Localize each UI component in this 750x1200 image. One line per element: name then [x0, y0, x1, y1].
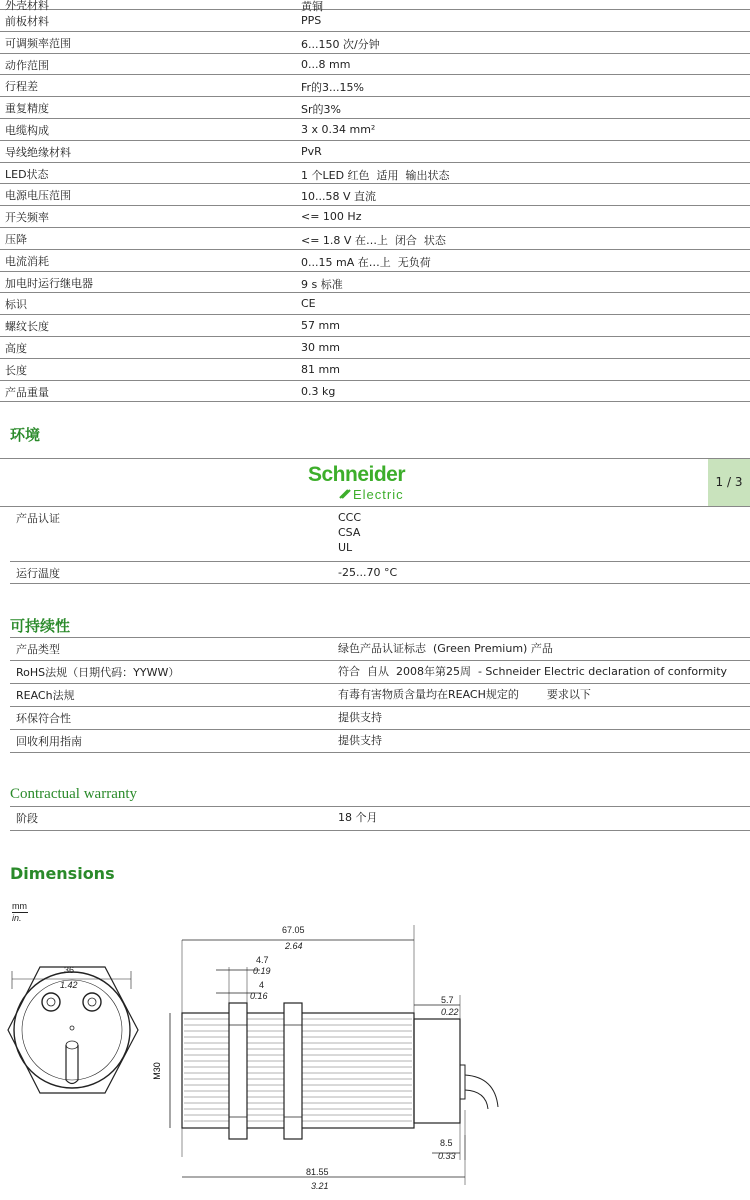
sustain-key: 环保符合性 [16, 712, 71, 725]
spec-key: 电缆构成 [5, 124, 49, 137]
spec-key: 导线绝缘材料 [5, 145, 71, 159]
spec-key: 产品重量 [5, 385, 49, 399]
spec-row [0, 75, 750, 97]
spec-key: 可调频率范围 [5, 36, 71, 50]
env-row [10, 507, 750, 562]
sustain-value: 绿色产品认证标志 (Green Premium) 产品 [338, 642, 553, 655]
dim-thread: M30 [152, 1062, 162, 1080]
spec-key: 外壳材料 [5, 0, 49, 12]
unit-mm: mm [12, 901, 27, 911]
warranty-value: 18 个月 [338, 811, 378, 824]
spec-row [0, 272, 750, 294]
spec-row [0, 293, 750, 315]
spec-value: 9 s 标准 [301, 277, 343, 291]
spec-key: 压降 [5, 233, 27, 246]
sustain-value: 提供支持 [338, 711, 382, 724]
spec-value: 3 x 0.34 mm² [301, 123, 376, 136]
logo-wordmark: Schneider [308, 463, 406, 486]
dim-57-in: 0.22 [441, 1007, 459, 1017]
spec-value: PPS [301, 14, 322, 27]
spec-key: 开关频率 [5, 211, 49, 225]
spec-key: 螺纹长度 [5, 320, 49, 334]
spec-value: 6...150 次/分钟 [301, 37, 380, 51]
dim-8155-mm: 81.55 [306, 1167, 329, 1177]
spec-row [0, 141, 750, 163]
spec-key: 高度 [5, 342, 27, 355]
env-key: 运行温度 [16, 567, 60, 580]
spec-value: <= 1.8 V 在…上 闭合 状态 [301, 234, 446, 247]
spec-key: 电流消耗 [5, 254, 49, 268]
spec-row [0, 184, 750, 206]
logo-subtext: Electric [353, 487, 404, 502]
spec-value: 57 mm [301, 319, 340, 333]
spec-value: 0.3 kg [301, 384, 336, 398]
env-key: 产品认证 [16, 512, 60, 525]
spec-key: 行程差 [5, 80, 38, 94]
dim-6705-in: 2.64 [285, 941, 303, 951]
spec-row [0, 315, 750, 337]
dim-4-mm: 4 [259, 980, 265, 990]
sustain-row [10, 638, 750, 661]
dim-85-in: 0.33 [438, 1151, 456, 1161]
spec-value: 81 mm [301, 362, 340, 376]
brand-header [0, 458, 750, 507]
nut-right [284, 1003, 302, 1139]
spec-value: CE [301, 297, 316, 311]
env-value: -25...70 °C [338, 566, 398, 579]
sustain-value: 有毒有害物质含量均在REACH规定的 要求以下 [338, 688, 591, 701]
cable-icon [465, 1075, 498, 1109]
page-indicator [708, 459, 750, 506]
led-icon [42, 993, 60, 1011]
spec-value: Sr的3% [301, 103, 341, 117]
spec-key: 标识 [5, 298, 27, 312]
spec-value: <= 100 Hz [301, 210, 362, 224]
spec-row [0, 337, 750, 359]
sustain-key: 产品类型 [16, 643, 60, 656]
dim-36-in: 1.42 [60, 980, 78, 990]
spec-row [0, 10, 750, 32]
sustain-row [10, 684, 750, 707]
dim-57-mm: 5.7 [441, 995, 454, 1005]
spec-value: 1 个LED 红色 适用 输出状态 [301, 168, 450, 182]
sustain-key: 回收利用指南 [16, 735, 82, 748]
logo-mark-icon [338, 486, 352, 500]
spec-row [0, 119, 750, 141]
dim-47-in: 0.19 [253, 966, 271, 976]
spec-value: 30 mm [301, 341, 340, 354]
dim-47-mm: 4.7 [256, 955, 269, 965]
dim-36-mm: 36 [64, 965, 75, 975]
spec-key: 电源电压范围 [5, 189, 71, 203]
env-value: CCC CSA UL [338, 511, 362, 554]
spec-row [0, 250, 750, 272]
led-icon [83, 993, 101, 1011]
sustain-key: REACh法规 [16, 689, 75, 702]
warranty-row [10, 807, 750, 831]
sustain-section-title: 可持续性 [10, 617, 71, 635]
schneider-logo [308, 463, 438, 503]
spec-row [0, 206, 750, 228]
spec-value: 0...15 mA 在…上 无负荷 [301, 255, 431, 269]
spec-row [0, 54, 750, 76]
spec-value: 0...8 mm [301, 57, 351, 71]
spec-row [0, 381, 750, 403]
sustain-row [10, 707, 750, 730]
spec-key: 重复精度 [5, 102, 49, 116]
env-row [10, 562, 750, 584]
dimension-drawing [0, 895, 750, 1200]
spec-row [0, 228, 750, 250]
sustain-row [10, 730, 750, 753]
dim-8155-in: 3.21 [311, 1181, 329, 1191]
spec-value: Fr的3...15% [301, 81, 364, 95]
nut-left [229, 1003, 247, 1139]
env-section-title: 环境 [10, 426, 41, 444]
unit-in: in. [12, 913, 22, 923]
spec-key: 前板材料 [5, 15, 49, 28]
dimensions-title: Dimensions [10, 864, 115, 883]
dim-4-in: 0.16 [250, 991, 268, 1001]
warranty-section-title: Contractual warranty [10, 786, 138, 802]
spec-key: 动作范围 [5, 58, 49, 72]
sustain-row [10, 661, 750, 684]
spec-value: 黄铜 [301, 0, 323, 13]
sustain-key: RoHS法规（日期代码：YYWW） [16, 666, 180, 679]
spec-row-partial [0, 0, 750, 13]
spec-row [0, 97, 750, 119]
spec-key: 加电时运行继电器 [5, 276, 93, 290]
spec-key: LED状态 [5, 167, 49, 181]
dim-85-mm: 8.5 [440, 1138, 453, 1148]
cable-stub-icon [66, 1045, 78, 1084]
warranty-key: 阶段 [16, 812, 38, 825]
spec-row [0, 32, 750, 54]
spec-row [0, 163, 750, 185]
spec-key: 长度 [5, 363, 27, 377]
spec-value: 10...58 V 直流 [301, 190, 377, 204]
sustain-value: 符合 自从 2008年第25周 - Schneider Electric declaration of conformity [338, 665, 728, 678]
dim-6705-mm: 67.05 [282, 925, 305, 935]
rear-cap [414, 1019, 460, 1123]
spec-row [0, 359, 750, 381]
sustain-value: 提供支持 [338, 734, 382, 747]
page-indicator-text: 1 / 3 [715, 475, 743, 489]
spec-value: PvR [301, 144, 322, 158]
